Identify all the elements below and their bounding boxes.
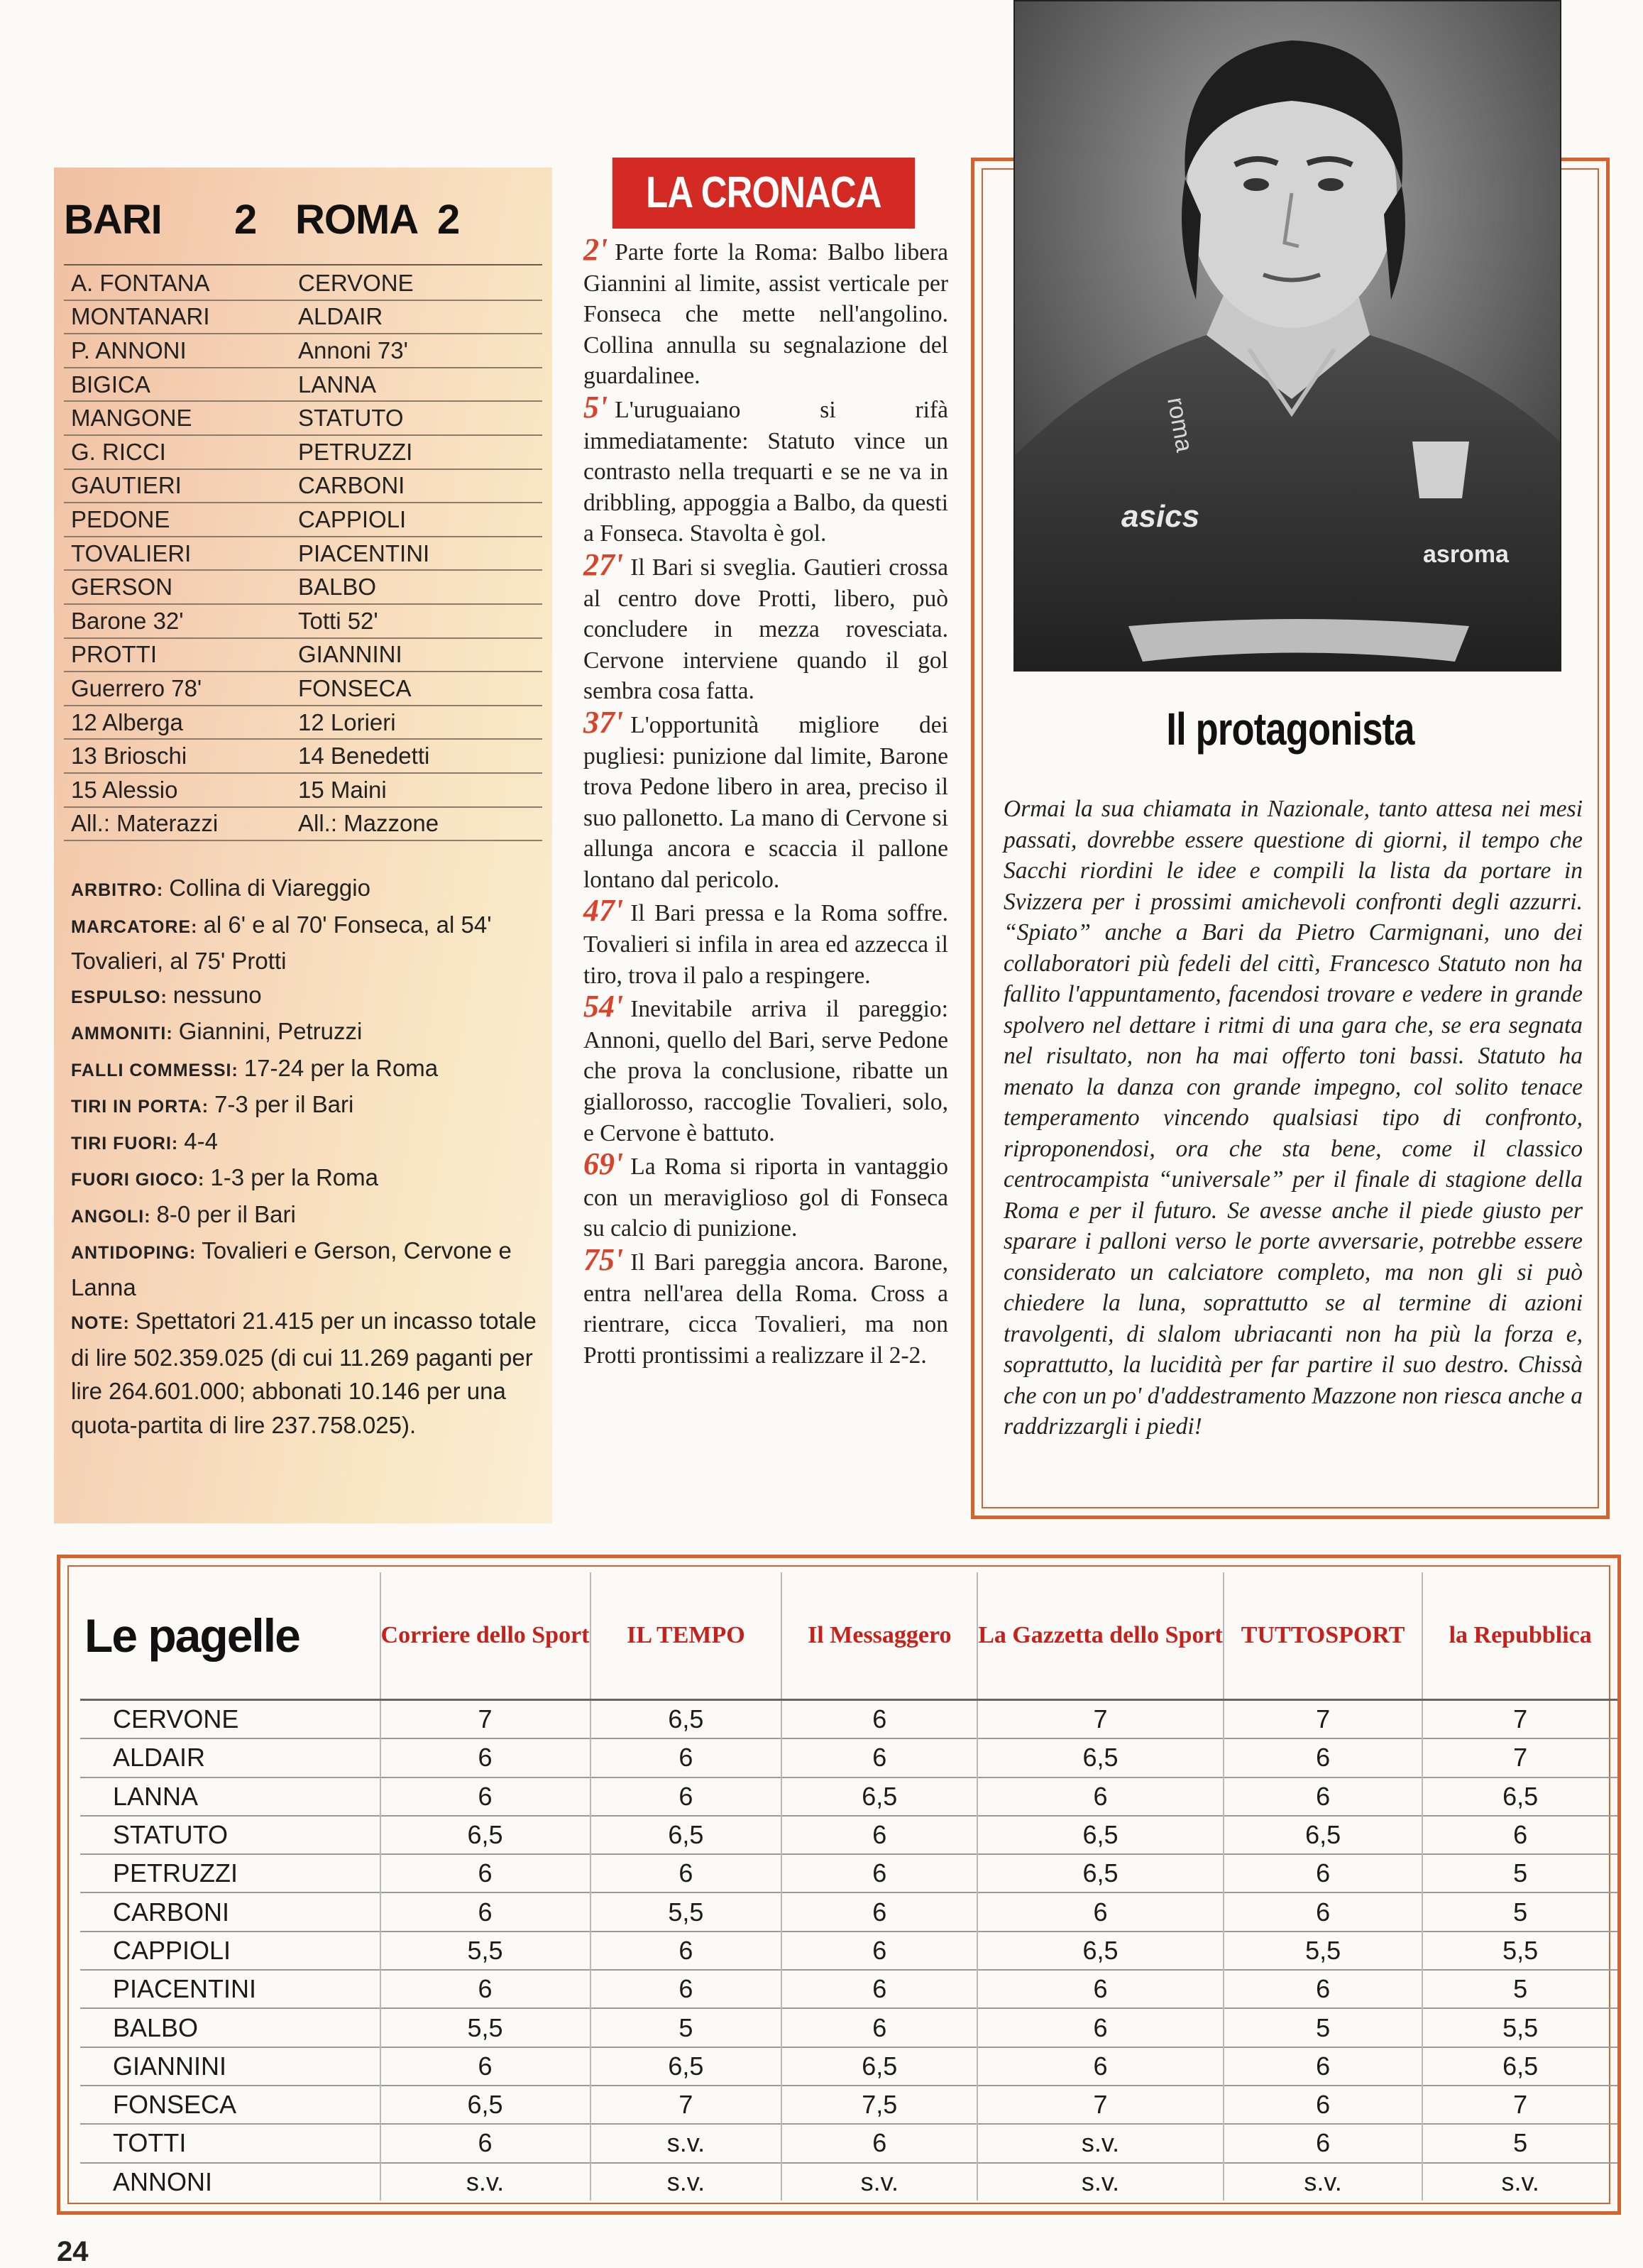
pagelle-row xyxy=(80,1700,1617,1739)
vote-cell: 6 xyxy=(380,2124,590,2162)
cronaca-minute: 5' xyxy=(583,389,608,424)
pagelle-row xyxy=(80,1816,1617,1854)
cronaca-entry-text: Parte forte la Roma: Balbo libera Giannini al limite, assist verticale per Fonseca che mette nell'angolino. Collina annulla su segnalazione del guardalinee. xyxy=(583,239,948,390)
newspaper-logo: La Gazzetta dello Sport xyxy=(977,1572,1224,1700)
vote-cell: 6,5 xyxy=(781,1777,977,1816)
vote-cell: 6 xyxy=(380,1892,590,1931)
vote-cell: s.v. xyxy=(977,2124,1224,2162)
lineup-row xyxy=(64,739,542,773)
lineup-row xyxy=(64,570,542,604)
home-player: A. FONTANA xyxy=(64,267,291,300)
vote-cell: 5,5 xyxy=(590,1892,782,1931)
pagelle-row xyxy=(80,2163,1617,2201)
pagelle-row xyxy=(80,2047,1617,2086)
vote-cell: s.v. xyxy=(781,2163,977,2201)
player-name: PETRUZZI xyxy=(80,1854,380,1892)
cronaca-entry-text: Il Bari si sveglia. Gautieri crossa al centro dove Protti, libero, può concludere in mezza rovesciata. Cervone interviene quando il gol sembra cosa fatta. xyxy=(583,554,948,705)
vote-cell: 7 xyxy=(1422,1738,1617,1777)
vote-cell: 6 xyxy=(590,1777,782,1816)
cronaca-entry-text: La Roma si riporta in vantaggio con un meraviglioso gol di Fonseca su calcio di punizione. xyxy=(583,1154,948,1242)
vote-cell: 7 xyxy=(380,1700,590,1739)
pagelle-row xyxy=(80,1932,1617,1970)
pagelle-box xyxy=(57,1555,1621,2215)
vote-cell: 6 xyxy=(590,1854,782,1892)
vote-cell: s.v. xyxy=(1422,2163,1617,2201)
pagelle-title: Le pagelle xyxy=(84,1609,300,1662)
vote-cell: 6,5 xyxy=(1422,1777,1617,1816)
vote-cell: 6 xyxy=(590,1970,782,2008)
fact-item xyxy=(71,1088,542,1124)
vote-cell: 6 xyxy=(781,1738,977,1777)
vote-cell: 7 xyxy=(977,2086,1224,2124)
cronaca-entry xyxy=(583,549,948,707)
vote-cell: 6,5 xyxy=(1224,1816,1422,1854)
away-player: PIACENTINI xyxy=(291,537,542,571)
cronaca-entry xyxy=(583,1244,948,1371)
vote-cell: 6 xyxy=(1224,1892,1422,1931)
fact-value: al 6' e al 70' Fonseca, al 54' Tovalieri, al 75' Protti xyxy=(71,911,492,975)
home-player: BIGICA xyxy=(64,368,291,402)
fact-label: NOTE: xyxy=(71,1313,130,1334)
fact-item xyxy=(71,1304,542,1442)
vote-cell: 5 xyxy=(590,2008,782,2047)
page-number: 24 xyxy=(57,2236,89,2267)
fact-label: TIRI IN PORTA: xyxy=(71,1097,209,1117)
player-name: ANNONI xyxy=(80,2163,380,2201)
vote-cell: 6 xyxy=(977,1892,1224,1931)
fact-item xyxy=(71,871,542,908)
lineup-box xyxy=(54,168,552,1523)
newspaper-logo: Il Messaggero xyxy=(781,1572,977,1700)
player-name: LANNA xyxy=(80,1777,380,1816)
lineup-row xyxy=(64,773,542,807)
vote-cell: 5,5 xyxy=(1422,2008,1617,2047)
away-player: CAPPIOLI xyxy=(291,503,542,537)
vote-cell: 5,5 xyxy=(380,2008,590,2047)
away-player: 12 Lorieri xyxy=(291,706,542,740)
cronaca-minute: 75' xyxy=(583,1242,624,1277)
vote-cell: 6 xyxy=(781,2008,977,2047)
home-player: GAUTIERI xyxy=(64,469,291,503)
vote-cell: 6,5 xyxy=(380,1816,590,1854)
vote-cell: 6 xyxy=(977,1777,1224,1816)
home-player: PROTTI xyxy=(64,638,291,672)
cronaca-entry xyxy=(583,991,948,1149)
pagelle-row xyxy=(80,2086,1617,2124)
match-facts xyxy=(64,871,542,1442)
cronaca-minute: 69' xyxy=(583,1146,624,1182)
vote-cell: 6 xyxy=(590,1932,782,1970)
pagelle-row xyxy=(80,1892,1617,1931)
player-name: GIANNINI xyxy=(80,2047,380,2086)
cronaca-entry xyxy=(583,704,948,896)
vote-cell: 6 xyxy=(380,1854,590,1892)
lineup-row xyxy=(64,706,542,740)
lineup-row xyxy=(64,807,542,841)
away-player: 15 Maini xyxy=(291,773,542,807)
vote-cell: 6 xyxy=(380,1777,590,1816)
lineup-row xyxy=(64,672,542,706)
fact-item xyxy=(71,1198,542,1234)
vote-cell: 6 xyxy=(781,1970,977,2008)
home-player: 13 Brioschi xyxy=(64,739,291,773)
vote-cell: 6 xyxy=(1224,1738,1422,1777)
fact-value: 17-24 per la Roma xyxy=(243,1054,439,1081)
home-player: 12 Alberga xyxy=(64,706,291,740)
vote-cell: 6 xyxy=(1224,2086,1422,2124)
away-player: STATUTO xyxy=(291,401,542,435)
pagelle-row xyxy=(80,1738,1617,1777)
cronaca-minute: 37' xyxy=(583,704,624,740)
shirt-club-text: asroma xyxy=(1423,541,1509,568)
team-away: ROMA xyxy=(295,197,419,243)
fact-label: AMMONITI: xyxy=(71,1024,173,1044)
fact-label: FALLI COMMESSI: xyxy=(71,1060,238,1080)
away-player: FONSECA xyxy=(291,672,542,706)
away-player: CERVONE xyxy=(291,267,542,300)
fact-value: 8-0 per il Bari xyxy=(156,1200,296,1227)
vote-cell: 6,5 xyxy=(380,2086,590,2124)
cronaca-entry-text: L'uruguaiano si rifà immediatamente: Statuto vince un contrasto nella trequarti e se ne va in dribbling, appoggia a Balbo, da questi a Fonseca. Stavolta è gol. xyxy=(583,396,948,547)
cronaca-minute: 27' xyxy=(583,547,624,582)
vote-cell: 7 xyxy=(1224,1700,1422,1739)
vote-cell: 6 xyxy=(781,1700,977,1739)
newspaper-logo: Corriere dello Sport xyxy=(380,1572,590,1700)
cronaca-text xyxy=(583,234,948,1371)
cronaca-minute: 47' xyxy=(583,893,624,928)
fact-value: 1-3 per la Roma xyxy=(210,1164,378,1191)
away-player: BALBO xyxy=(291,570,542,604)
player-name: CAPPIOLI xyxy=(80,1932,380,1970)
away-player: CARBONI xyxy=(291,469,542,503)
vote-cell: 6,5 xyxy=(977,1854,1224,1892)
vote-cell: 5 xyxy=(1422,1892,1617,1931)
pagelle-row xyxy=(80,2008,1617,2047)
vote-cell: s.v. xyxy=(977,2163,1224,2201)
fact-value: 4-4 xyxy=(184,1127,218,1154)
lineup-row xyxy=(64,334,542,368)
newspaper-logo: la Repubblica xyxy=(1422,1572,1617,1700)
cronaca-title: LA CRONACA xyxy=(612,158,915,229)
vote-cell: s.v. xyxy=(380,2163,590,2201)
fact-value: Giannini, Petruzzi xyxy=(178,1018,363,1045)
fact-label: FUORI GIOCO: xyxy=(71,1170,205,1190)
fact-value: nessuno xyxy=(172,981,262,1008)
lineup-table xyxy=(64,267,542,841)
home-player: 15 Alessio xyxy=(64,773,291,807)
fact-value: Spettatori 21.415 per un incasso totale di lire 502.359.025 (di cui 11.269 paganti per lire 264.601.000; abbonati 10.146 per una quota-partita di lire 237.758.025). xyxy=(71,1308,537,1438)
fact-label: ARBITRO: xyxy=(71,880,164,901)
fact-item xyxy=(71,908,542,978)
vote-cell: 5 xyxy=(1224,2008,1422,2047)
vote-cell: 7 xyxy=(977,1700,1224,1739)
player-name: STATUTO xyxy=(80,1816,380,1854)
vote-cell: 5,5 xyxy=(1422,1932,1617,1970)
vote-cell: 6 xyxy=(1224,2124,1422,2162)
vote-cell: 6,5 xyxy=(590,1700,782,1739)
lineup-row xyxy=(64,469,542,503)
lineup-row xyxy=(64,435,542,469)
cronaca-entry xyxy=(583,389,948,549)
away-player: Annoni 73' xyxy=(291,334,542,368)
cronaca-entry-text: Inevitabile arriva il pareggio: Annoni, quello del Bari, serve Pedone che prova la conclusione, ribatte un giallorosso, raccoglie Tovalieri, solo, e Cervone è battuto. xyxy=(583,996,948,1146)
vote-cell: 5,5 xyxy=(380,1932,590,1970)
lineup-row xyxy=(64,267,542,300)
pagelle-row xyxy=(80,1970,1617,2008)
cronaca-entry xyxy=(583,1146,948,1244)
vote-cell: s.v. xyxy=(590,2124,782,2162)
vote-cell: 7 xyxy=(1422,2086,1617,2124)
vote-cell: 6,5 xyxy=(977,1932,1224,1970)
vote-cell: 6 xyxy=(781,2124,977,2162)
player-photo xyxy=(1013,0,1561,672)
player-name: ALDAIR xyxy=(80,1738,380,1777)
vote-cell: 6 xyxy=(1224,1777,1422,1816)
vote-cell: 7 xyxy=(1422,1700,1617,1739)
lineup-row xyxy=(64,638,542,672)
vote-cell: 6 xyxy=(380,2047,590,2086)
vote-cell: 7 xyxy=(590,2086,782,2124)
pagelle-table xyxy=(80,1572,1617,2201)
vote-cell: 5 xyxy=(1422,2124,1617,2162)
protagonista-text: Ormai la sua chiamata in Nazionale, tanto attesa nei mesi passati, dovrebbe essere questione di giorni, il tempo che Sacchi riordini le idee e compili la lista da portare in Svizzera per i prossimi amichevoli confronti degli azzurri. “Spiato” anche a Bari da Pietro Carmignani, uno dei collaboratori più fedeli del cittì, Francesco Statuto non ha fallito l'appuntamento, facendosi trovare e vedere in grande spolvero nel dettare i ritmi di una gara che, se era segnata nel risultato, non ha mai offerto toni bassi. Statuto ha menato la danza con grande impegno, col solito tenace temperamento vincendo qualsiasi tipo di confronto, riproponendosi, ora che sta bene, come il classico centrocampista “universale” per il finale di stagione della Roma e per il futuro. Se avesse anche il piede giusto per sparare i palloni verso le porte avversarie, potrebbe essere considerato un calciatore completo, ma non gli si può chiedere la luna, soprattutto se al termine di azioni travolgenti, di slalom ubriacanti non ha più la forza e, soprattutto, la lucidità per far partire il suo destro. Chissà che con un po' d'addestramento Mazzone non riesca anche a raddrizzargli i piedi! xyxy=(1004,796,1583,1440)
away-player: All.: Mazzone xyxy=(291,807,542,841)
vote-cell: 5 xyxy=(1422,1854,1617,1892)
lineup-row xyxy=(64,537,542,571)
goals-away: 2 xyxy=(437,197,460,243)
vote-cell: 6 xyxy=(977,2047,1224,2086)
club-badge-icon xyxy=(1412,442,1469,498)
vote-cell: 6 xyxy=(1224,2047,1422,2086)
pagelle-row xyxy=(80,1854,1617,1892)
fact-item xyxy=(71,1161,542,1198)
player-name: FONSECA xyxy=(80,2086,380,2124)
vote-cell: 6 xyxy=(1224,1854,1422,1892)
newspaper-logo: TUTTOSPORT xyxy=(1224,1572,1422,1700)
vote-cell: 5,5 xyxy=(1224,1932,1422,1970)
vote-cell: 6,5 xyxy=(977,1738,1224,1777)
home-player: G. RICCI xyxy=(64,435,291,469)
cronaca-minute: 54' xyxy=(583,989,624,1024)
newspaper-logo: IL TEMPO xyxy=(590,1572,782,1700)
lineup-row xyxy=(64,368,542,402)
protagonista-title: Il protagonista xyxy=(1166,703,1414,755)
fact-value: 7-3 per il Bari xyxy=(214,1091,354,1118)
vote-cell: 6,5 xyxy=(1422,2047,1617,2086)
vote-cell: 6 xyxy=(380,1970,590,2008)
lineup-row xyxy=(64,604,542,638)
player-name: PIACENTINI xyxy=(80,1970,380,2008)
vote-cell: s.v. xyxy=(590,2163,782,2201)
away-player: GIANNINI xyxy=(291,638,542,672)
cronaca-entry xyxy=(583,895,948,991)
fact-label: ESPULSO: xyxy=(71,987,167,1007)
home-player: MANGONE xyxy=(64,401,291,435)
lineup-row xyxy=(64,401,542,435)
away-player: Totti 52' xyxy=(291,604,542,638)
home-player: All.: Materazzi xyxy=(64,807,291,841)
home-player: Guerrero 78' xyxy=(64,672,291,706)
cronaca-entry-text: Il Bari pressa e la Roma soffre. Tovalieri si infila in area ed azzecca il tiro, trova il palo a respingere. xyxy=(583,900,948,989)
vote-cell: 6 xyxy=(590,1738,782,1777)
home-player: P. ANNONI xyxy=(64,334,291,368)
fact-value: Collina di Viareggio xyxy=(169,875,370,902)
fact-item xyxy=(71,978,542,1015)
lineup-row xyxy=(64,300,542,334)
vote-cell: 5 xyxy=(1422,1970,1617,2008)
fact-item xyxy=(71,1124,542,1161)
vote-cell: 6 xyxy=(781,1816,977,1854)
home-player: GERSON xyxy=(64,570,291,604)
player-name: CARBONI xyxy=(80,1892,380,1931)
vote-cell: 6 xyxy=(1422,1816,1617,1854)
away-player: LANNA xyxy=(291,368,542,402)
vote-cell: 6 xyxy=(781,1932,977,1970)
lineup-row xyxy=(64,503,542,537)
goals-home: 2 xyxy=(234,197,257,243)
pagelle-row xyxy=(80,1777,1617,1816)
away-player: ALDAIR xyxy=(291,300,542,334)
team-home: BARI xyxy=(64,197,162,243)
home-player: Barone 32' xyxy=(64,604,291,638)
fact-value: Tovalieri e Gerson, Cervone e Lanna xyxy=(71,1237,512,1300)
fact-item xyxy=(71,1051,542,1088)
fact-item xyxy=(71,1234,542,1304)
fact-label: TIRI FUORI: xyxy=(71,1133,179,1154)
player-name: BALBO xyxy=(80,2008,380,2047)
vote-cell: s.v. xyxy=(1224,2163,1422,2201)
cronaca-minute: 2' xyxy=(583,232,608,267)
player-name: CERVONE xyxy=(80,1700,380,1739)
away-player: 14 Benedetti xyxy=(291,739,542,773)
home-player: TOVALIERI xyxy=(64,537,291,571)
away-player: PETRUZZI xyxy=(291,435,542,469)
home-player: MONTANARI xyxy=(64,300,291,334)
match-score xyxy=(64,196,542,265)
vote-cell: 6,5 xyxy=(590,2047,782,2086)
fact-item xyxy=(71,1014,542,1051)
vote-cell: 6 xyxy=(1224,1970,1422,2008)
fact-label: ANGOLI: xyxy=(71,1206,151,1227)
cronaca-entry-text: L'opportunità migliore dei pugliesi: punizione dal limite, Barone trova Pedone libero in area, preciso il suo pallonetto. La mano di Cervone si allunga ancora e scaccia il pallone lontano dal pericolo. xyxy=(583,711,948,893)
vote-cell: 6 xyxy=(781,1854,977,1892)
shirt-sponsor-text: asics xyxy=(1121,499,1200,534)
vote-cell: 6,5 xyxy=(590,1816,782,1854)
home-player: PEDONE xyxy=(64,503,291,537)
fact-label: MARCATORE: xyxy=(71,916,198,937)
vote-cell: 6 xyxy=(977,2008,1224,2047)
cronaca-entry xyxy=(583,234,948,392)
vote-cell: 6 xyxy=(977,1970,1224,2008)
vote-cell: 6 xyxy=(380,1738,590,1777)
shirt-collar-text: roma xyxy=(1162,395,1198,454)
cronaca-entry-text: Il Bari pareggia ancora. Barone, entra nell'area della Roma. Cross a rientrare, cicca Tovalieri, ma non Protti prontissimi a realizzare il 2-2. xyxy=(583,1249,948,1369)
vote-cell: 6,5 xyxy=(781,2047,977,2086)
vote-cell: 6,5 xyxy=(977,1816,1224,1854)
pagelle-row xyxy=(80,2124,1617,2162)
vote-cell: 6 xyxy=(781,1892,977,1931)
fact-label: ANTIDOPING: xyxy=(71,1243,197,1264)
player-name: TOTTI xyxy=(80,2124,380,2162)
vote-cell: 7,5 xyxy=(781,2086,977,2124)
